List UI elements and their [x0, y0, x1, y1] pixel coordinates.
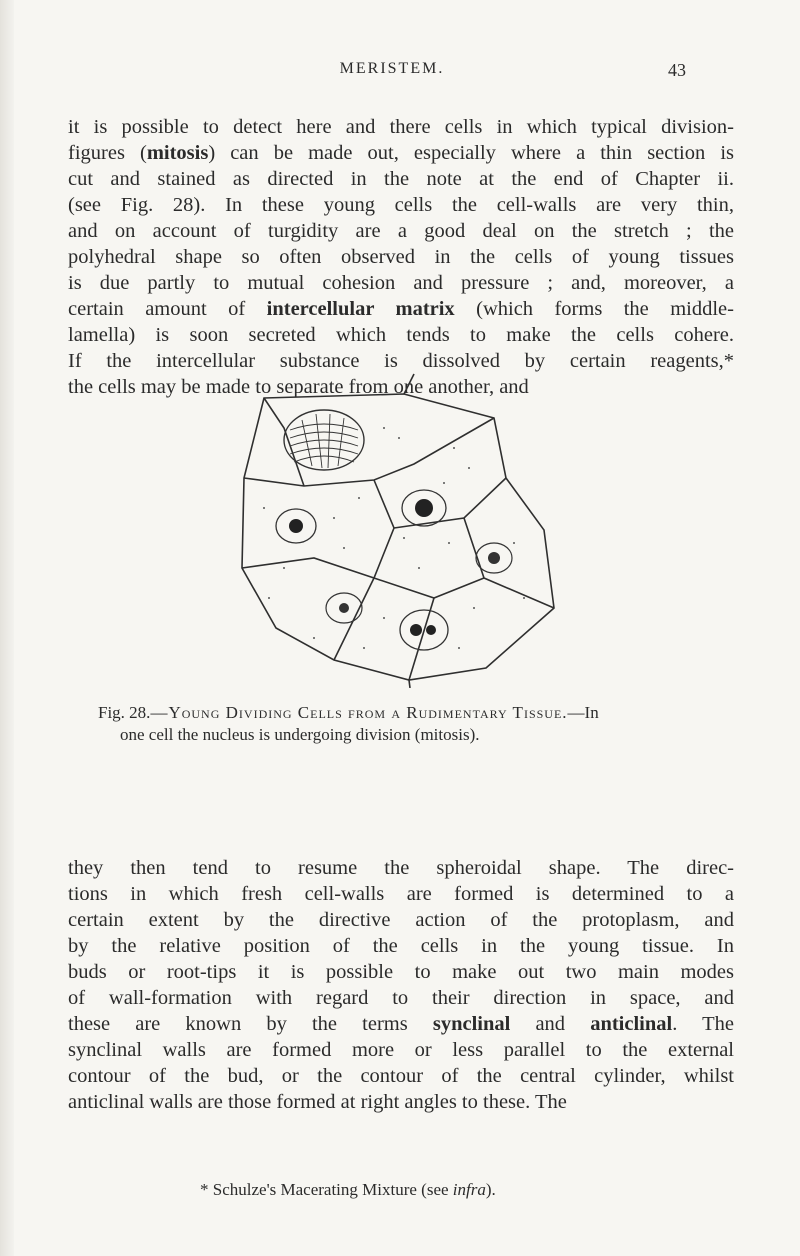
cell-wall — [374, 578, 484, 598]
text-line — [68, 907, 734, 933]
text-segment: anticlinal walls are those formed at right angles to these. The — [68, 1091, 567, 1113]
mitotic-spindle — [284, 410, 364, 470]
text-line — [68, 933, 734, 959]
caption-text-1: —In — [567, 703, 599, 722]
text-segment: is due partly to mutual cohesion and pressure ; and, moreover, a — [68, 272, 734, 294]
text-segment: buds or root-tips it is possible to make out two main modes — [68, 961, 734, 983]
text-segment: and on account of turgidity are a good deal on the stretch ; the — [68, 220, 734, 242]
caption-text-2: one cell the nucleus is undergoing division (mitosis). — [120, 725, 480, 744]
text-line — [68, 114, 734, 140]
text-line — [68, 166, 734, 192]
text-segment: If the intercellular substance is dissolved by certain reagents,* — [68, 350, 734, 372]
paragraph-1 — [68, 114, 734, 400]
footnote-italic: infra — [452, 1180, 486, 1199]
tissue-outline — [242, 394, 554, 680]
footnote-text: * Schulze's Macerating Mixture (see — [200, 1180, 453, 1199]
caption-title: —Young Dividing Cells from a Rudimentary Tissue. — [150, 703, 568, 722]
paragraph-2 — [68, 855, 734, 1115]
running-head — [0, 60, 800, 84]
bold-term: mitosis — [146, 142, 209, 164]
text-segment: (see Fig. 28). In these young cells the cell-walls are very thin, — [68, 194, 734, 216]
bold-term: synclinal — [432, 1013, 511, 1035]
cell-wall — [394, 478, 506, 528]
text-line — [68, 1063, 734, 1089]
text-segment: lamella) is soon secreted which tends to make the cells cohere. — [68, 324, 734, 346]
footnote-end: ). — [485, 1180, 496, 1199]
text-segment: ) can be made out, especially where a thin section is — [208, 142, 734, 164]
cell-wall — [244, 418, 494, 486]
text-segment: of wall-formation with regard to their direction in space, and — [68, 987, 734, 1009]
text-segment: tions in which fresh cell-walls are formed is determined to a — [68, 883, 734, 905]
cell-wall — [334, 480, 394, 660]
figure-caption — [98, 702, 738, 746]
cell-nuclei — [276, 490, 512, 650]
text-line — [68, 1089, 734, 1115]
caption-label: Fig. 28. — [98, 703, 151, 722]
text-line — [68, 1011, 734, 1037]
footnote — [200, 1180, 496, 1200]
text-line — [68, 296, 734, 322]
text-line — [68, 270, 734, 296]
text-line — [68, 855, 734, 881]
text-segment: by the relative position of the cells in the young tissue. In — [68, 935, 734, 957]
text-line — [68, 881, 734, 907]
text-segment: and — [510, 1013, 591, 1035]
text-segment: contour of the bud, or the contour of the central cylinder, whilst — [68, 1065, 734, 1087]
bold-term: intercellular matrix — [266, 298, 455, 320]
bold-term: anticlinal — [590, 1013, 673, 1035]
text-segment: certain extent by the directive action of the protoplasm, and — [68, 909, 734, 931]
text-line — [68, 140, 734, 166]
cell-wall — [242, 558, 374, 578]
text-segment: these are known by the terms — [68, 1013, 433, 1035]
cell-figure — [224, 368, 564, 688]
text-segment: it is possible to detect here and there cells in which typical division- — [68, 116, 734, 138]
text-segment: synclinal walls are formed more or less parallel to the external — [68, 1039, 734, 1061]
protoplasm-stipple — [263, 427, 525, 649]
text-line — [68, 959, 734, 985]
text-segment: (which forms the middle- — [454, 298, 734, 320]
running-title: MERISTEM. — [339, 60, 445, 77]
text-segment: they then tend to resume the spheroidal shape. The direc- — [68, 857, 734, 879]
text-segment: . The — [672, 1013, 734, 1035]
text-line — [68, 244, 734, 270]
text-segment: cut and stained as directed in the note at the end of Chapter ii. — [68, 168, 734, 190]
page-edge — [0, 0, 14, 1256]
text-line — [68, 322, 734, 348]
page-number: 43 — [668, 60, 686, 80]
text-line — [68, 192, 734, 218]
text-line — [68, 985, 734, 1011]
text-segment: certain amount of — [68, 298, 267, 320]
text-segment: polyhedral shape so often observed in the cells of young tissues — [68, 246, 734, 268]
text-line — [68, 218, 734, 244]
text-segment: the cells may be made to separate from one another, and — [68, 376, 529, 398]
text-segment: figures ( — [68, 142, 147, 164]
text-line — [68, 1037, 734, 1063]
